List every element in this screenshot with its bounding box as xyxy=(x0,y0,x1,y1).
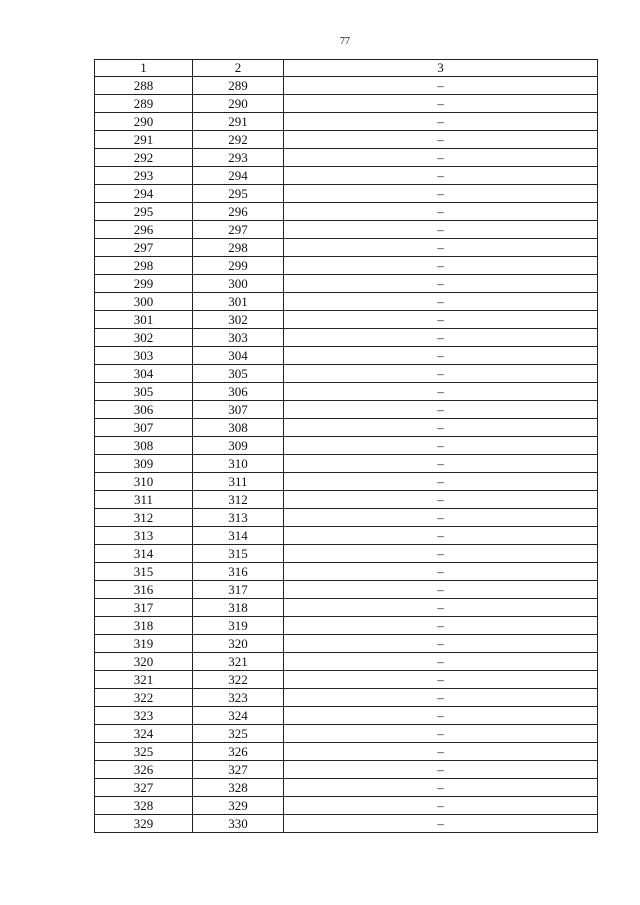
table-row xyxy=(95,707,598,725)
table-row xyxy=(95,455,598,473)
table-cell-col1: 297 xyxy=(95,239,193,257)
table-row xyxy=(95,149,598,167)
table-row xyxy=(95,725,598,743)
table-cell-col1: 312 xyxy=(95,509,193,527)
table-cell-col1: 325 xyxy=(95,743,193,761)
table-cell-col3: – xyxy=(284,347,598,365)
table-cell-col2: 318 xyxy=(193,599,284,617)
table-cell-col3: – xyxy=(284,671,598,689)
table-row xyxy=(95,635,598,653)
table-cell-col2: 315 xyxy=(193,545,284,563)
table-cell-col1: 298 xyxy=(95,257,193,275)
table-cell-col2: 293 xyxy=(193,149,284,167)
table-cell-col3: – xyxy=(284,149,598,167)
table-cell-col3: – xyxy=(284,761,598,779)
table-cell-col1: 327 xyxy=(95,779,193,797)
table-cell-col1: 329 xyxy=(95,815,193,833)
page-number: 77 xyxy=(340,36,350,47)
table-cell-col2: 309 xyxy=(193,437,284,455)
table-cell-col2: 323 xyxy=(193,689,284,707)
table-cell-col1: 292 xyxy=(95,149,193,167)
table-cell-col1: 299 xyxy=(95,275,193,293)
table-cell-col1: 295 xyxy=(95,203,193,221)
table-row xyxy=(95,671,598,689)
table-cell-col3: – xyxy=(284,329,598,347)
table-row xyxy=(95,221,598,239)
table-cell-col2: 316 xyxy=(193,563,284,581)
table-row xyxy=(95,419,598,437)
table-row xyxy=(95,617,598,635)
table-cell-col2: 294 xyxy=(193,167,284,185)
table-cell-col3: – xyxy=(284,473,598,491)
table-cell-col3: – xyxy=(284,77,598,95)
table-cell-col2: 312 xyxy=(193,491,284,509)
table-cell-col1: 309 xyxy=(95,455,193,473)
table-cell-col2: 311 xyxy=(193,473,284,491)
table-row xyxy=(95,491,598,509)
column-header-1: 1 xyxy=(95,60,193,77)
column-header-3: 3 xyxy=(284,60,598,77)
table-row xyxy=(95,347,598,365)
table-row xyxy=(95,797,598,815)
table-cell-col3: – xyxy=(284,815,598,833)
table-cell-col2: 330 xyxy=(193,815,284,833)
table-row xyxy=(95,779,598,797)
table-cell-col1: 316 xyxy=(95,581,193,599)
table-row xyxy=(95,545,598,563)
table-row xyxy=(95,329,598,347)
table-cell-col3: – xyxy=(284,365,598,383)
table-cell-col2: 307 xyxy=(193,401,284,419)
table-cell-col1: 301 xyxy=(95,311,193,329)
table-row xyxy=(95,113,598,131)
table-cell-col3: – xyxy=(284,437,598,455)
table-cell-col2: 298 xyxy=(193,239,284,257)
table-row xyxy=(95,275,598,293)
table-cell-col3: – xyxy=(284,113,598,131)
table-cell-col1: 294 xyxy=(95,185,193,203)
table-row xyxy=(95,743,598,761)
table-cell-col2: 295 xyxy=(193,185,284,203)
table-cell-col2: 301 xyxy=(193,293,284,311)
table-cell-col3: – xyxy=(284,221,598,239)
table-cell-col2: 304 xyxy=(193,347,284,365)
table-cell-col1: 324 xyxy=(95,725,193,743)
table-row xyxy=(95,509,598,527)
table-cell-col1: 310 xyxy=(95,473,193,491)
table-row xyxy=(95,95,598,113)
table-cell-col1: 291 xyxy=(95,131,193,149)
table-cell-col2: 328 xyxy=(193,779,284,797)
table-cell-col3: – xyxy=(284,311,598,329)
table-cell-col1: 304 xyxy=(95,365,193,383)
table-cell-col1: 308 xyxy=(95,437,193,455)
table-cell-col3: – xyxy=(284,797,598,815)
table-row xyxy=(95,383,598,401)
table-cell-col3: – xyxy=(284,653,598,671)
table-header xyxy=(95,60,598,77)
table-cell-col2: 303 xyxy=(193,329,284,347)
table-cell-col2: 306 xyxy=(193,383,284,401)
table-cell-col1: 302 xyxy=(95,329,193,347)
table-cell-col1: 305 xyxy=(95,383,193,401)
table-cell-col1: 321 xyxy=(95,671,193,689)
table-cell-col3: – xyxy=(284,95,598,113)
table-cell-col1: 300 xyxy=(95,293,193,311)
table-cell-col3: – xyxy=(284,581,598,599)
table-row xyxy=(95,185,598,203)
table-row xyxy=(95,563,598,581)
table-cell-col1: 322 xyxy=(95,689,193,707)
table-cell-col2: 325 xyxy=(193,725,284,743)
table-cell-col3: – xyxy=(284,257,598,275)
table-cell-col1: 293 xyxy=(95,167,193,185)
table-cell-col3: – xyxy=(284,725,598,743)
table-cell-col3: – xyxy=(284,491,598,509)
table-cell-col3: – xyxy=(284,419,598,437)
table-cell-col3: – xyxy=(284,689,598,707)
table-cell-col2: 290 xyxy=(193,95,284,113)
table-cell-col2: 326 xyxy=(193,743,284,761)
table-cell-col1: 296 xyxy=(95,221,193,239)
table-cell-col2: 305 xyxy=(193,365,284,383)
table-row xyxy=(95,599,598,617)
table-cell-col1: 326 xyxy=(95,761,193,779)
table-cell-col3: – xyxy=(284,707,598,725)
table-cell-col3: – xyxy=(284,455,598,473)
table-cell-col2: 313 xyxy=(193,509,284,527)
table-cell-col1: 323 xyxy=(95,707,193,725)
table-cell-col1: 313 xyxy=(95,527,193,545)
table-cell-col1: 314 xyxy=(95,545,193,563)
table-cell-col2: 299 xyxy=(193,257,284,275)
table-cell-col2: 317 xyxy=(193,581,284,599)
table-cell-col3: – xyxy=(284,401,598,419)
table-cell-col3: – xyxy=(284,293,598,311)
table-row xyxy=(95,239,598,257)
table-cell-col3: – xyxy=(284,545,598,563)
table-cell-col2: 322 xyxy=(193,671,284,689)
table-cell-col3: – xyxy=(284,599,598,617)
table-cell-col2: 292 xyxy=(193,131,284,149)
table-body xyxy=(95,77,598,833)
table-row xyxy=(95,527,598,545)
header-row xyxy=(95,60,598,77)
table-cell-col3: – xyxy=(284,527,598,545)
table-cell-col2: 310 xyxy=(193,455,284,473)
table-cell-col1: 328 xyxy=(95,797,193,815)
table-cell-col1: 290 xyxy=(95,113,193,131)
table-cell-col3: – xyxy=(284,185,598,203)
column-header-2: 2 xyxy=(193,60,284,77)
table-row xyxy=(95,437,598,455)
table-row xyxy=(95,689,598,707)
table-row xyxy=(95,167,598,185)
table-cell-col3: – xyxy=(284,617,598,635)
table-cell-col2: 302 xyxy=(193,311,284,329)
table-row xyxy=(95,473,598,491)
table-cell-col2: 296 xyxy=(193,203,284,221)
table-cell-col2: 320 xyxy=(193,635,284,653)
table-cell-col1: 315 xyxy=(95,563,193,581)
table-row xyxy=(95,203,598,221)
table-cell-col3: – xyxy=(284,779,598,797)
table-row xyxy=(95,581,598,599)
table-row xyxy=(95,653,598,671)
table-cell-col1: 318 xyxy=(95,617,193,635)
table-cell-col2: 297 xyxy=(193,221,284,239)
table-row xyxy=(95,77,598,95)
table-cell-col3: – xyxy=(284,743,598,761)
table-cell-col1: 320 xyxy=(95,653,193,671)
table-row xyxy=(95,815,598,833)
table-row xyxy=(95,131,598,149)
table-cell-col3: – xyxy=(284,167,598,185)
table-cell-col3: – xyxy=(284,563,598,581)
data-table xyxy=(94,59,598,833)
table-cell-col3: – xyxy=(284,131,598,149)
table-cell-col2: 314 xyxy=(193,527,284,545)
table-cell-col2: 327 xyxy=(193,761,284,779)
table-cell-col2: 324 xyxy=(193,707,284,725)
table-cell-col2: 329 xyxy=(193,797,284,815)
table-cell-col1: 289 xyxy=(95,95,193,113)
table-cell-col1: 319 xyxy=(95,635,193,653)
table-cell-col1: 306 xyxy=(95,401,193,419)
table-row xyxy=(95,311,598,329)
table-cell-col2: 300 xyxy=(193,275,284,293)
table-cell-col2: 321 xyxy=(193,653,284,671)
table-cell-col2: 291 xyxy=(193,113,284,131)
table-cell-col3: – xyxy=(284,239,598,257)
table-row xyxy=(95,257,598,275)
table-cell-col2: 289 xyxy=(193,77,284,95)
table-cell-col1: 307 xyxy=(95,419,193,437)
table-cell-col2: 319 xyxy=(193,617,284,635)
table-row xyxy=(95,761,598,779)
table-cell-col3: – xyxy=(284,203,598,221)
table-cell-col1: 303 xyxy=(95,347,193,365)
table-row xyxy=(95,293,598,311)
table-cell-col1: 311 xyxy=(95,491,193,509)
table-row xyxy=(95,401,598,419)
table-row xyxy=(95,365,598,383)
table-cell-col1: 317 xyxy=(95,599,193,617)
table-cell-col3: – xyxy=(284,383,598,401)
table-cell-col3: – xyxy=(284,635,598,653)
table-cell-col3: – xyxy=(284,509,598,527)
table-cell-col3: – xyxy=(284,275,598,293)
table-cell-col2: 308 xyxy=(193,419,284,437)
table-cell-col1: 288 xyxy=(95,77,193,95)
